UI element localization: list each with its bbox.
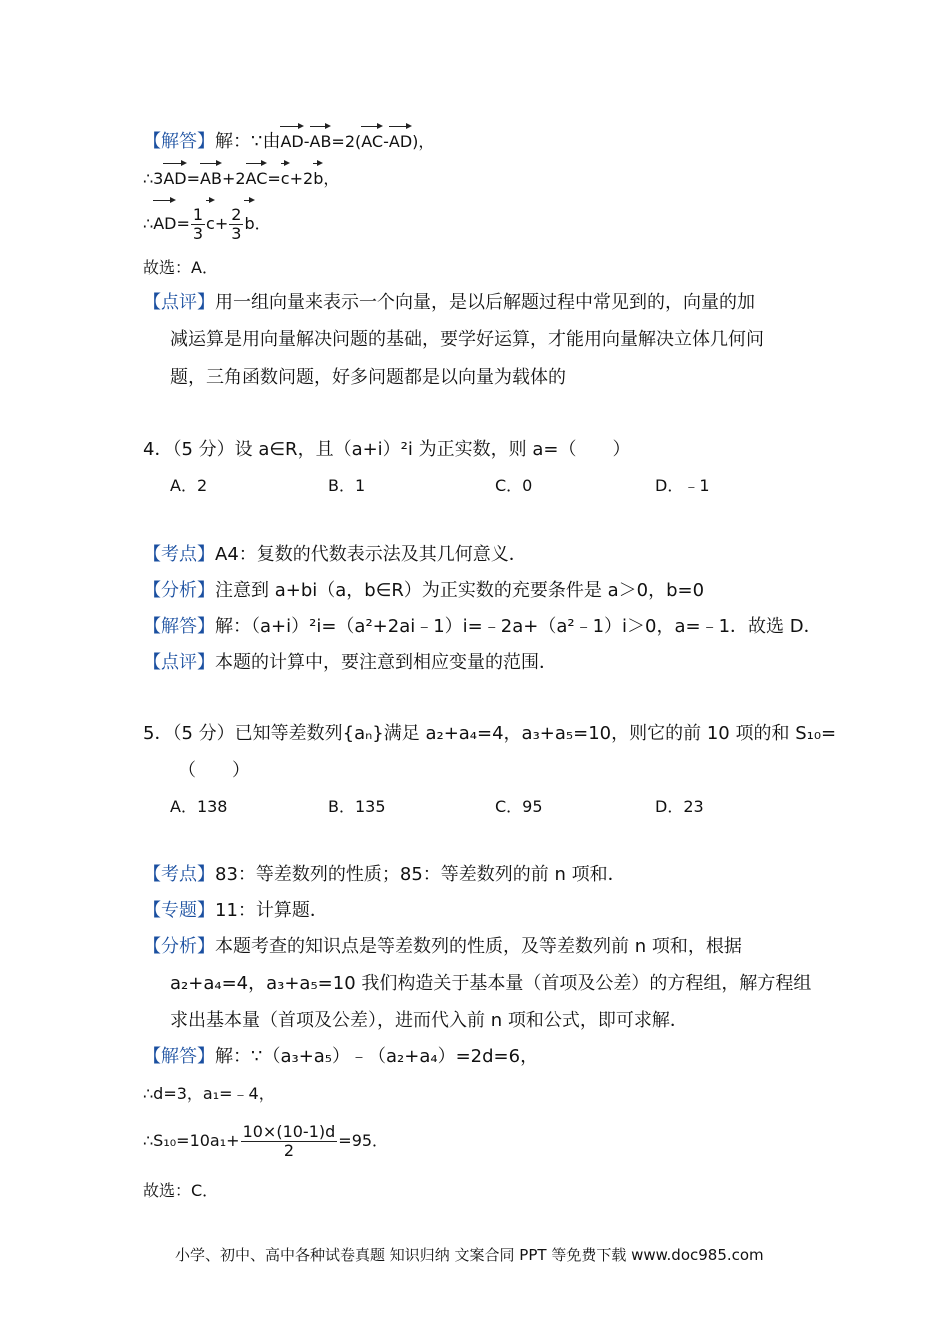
q4-analysis: 【分析】注意到 a+bi（a，b∈R）为正实数的充要条件是 a＞0，b=0 xyxy=(143,580,705,601)
vector-c: c xyxy=(206,200,215,244)
fraction-two-thirds: $\frac{2}{3}$ xyxy=(231,205,242,243)
fraction-one-third: $\frac{1}{3}$ xyxy=(192,205,204,243)
topic-tag: 【专题】 xyxy=(143,900,215,921)
knowledge-tag: 【考点】 xyxy=(143,864,215,885)
q3-comment-line-2: 减运算是用向量解决问题的基础，要学好运算，才能用向量解决立体几何问 xyxy=(170,329,764,350)
vector-c: c xyxy=(281,163,290,191)
q3-solution-line-3: ∴AD= $\frac{1}{3}$ c+ $\frac{2}{3}$ b． xyxy=(143,200,271,244)
vector-equation: AD-AB=2(AC-AD)， xyxy=(280,132,434,151)
vector-AD: AD xyxy=(389,126,412,154)
q5-options xyxy=(170,794,870,818)
option-a: A．138 xyxy=(170,797,228,816)
q4-stem: 4．（5 分）设 a∈R，且（a+i）²i 为正实数，则 a=（ ） xyxy=(143,439,631,460)
q4-options xyxy=(170,473,870,497)
q5-stem-line-1: 5．（5 分）已知等差数列{aₙ}满足 a₂+a₄=4，a₃+a₅=10，则它的前 10 项的和 S₁₀= xyxy=(143,723,837,744)
vector-AC: AC xyxy=(246,163,268,191)
vector-b: b xyxy=(313,163,323,191)
q4-comment: 【点评】本题的计算中，要注意到相应变量的范围． xyxy=(143,652,557,673)
comment-tag: 【点评】 xyxy=(143,652,215,673)
q5-analysis-line-3: 求出基本量（首项及公差），进而代入前 n 项和公式，即可求解． xyxy=(170,1010,688,1031)
q5-knowledge-point: 【考点】83：等差数列的性质；85：等差数列的前 n 项和． xyxy=(143,864,626,885)
solution-tag: 【解答】 xyxy=(143,1046,215,1067)
q5-step-2: ∴d=3，a₁=﹣4， xyxy=(143,1084,275,1103)
option-b: B．1 xyxy=(328,476,366,495)
comment-tag: 【点评】 xyxy=(143,292,215,313)
solution-tag: 【解答】 xyxy=(143,616,215,637)
q5-analysis-line-2: a₂+a₄=4，a₃+a₅=10 我们构造关于基本量（首项及公差）的方程组，解方程组 xyxy=(170,973,812,994)
q3-comment-line-1: 【点评】用一组向量来表示一个向量，是以后解题过程中常见到的，向量的加 xyxy=(143,292,755,313)
q5-solution: 【解答】解：∵（a₃+a₅）﹣（a₂+a₄）=2d=6， xyxy=(143,1046,539,1067)
vector-AD: AD xyxy=(280,126,303,154)
q4-solution: 【解答】解：（a+i）²i=（a²+2ai﹣1）i=﹣2a+（a²﹣1）i＞0，a=﹣1．故选 D． xyxy=(143,616,822,637)
option-d: D．23 xyxy=(655,797,704,816)
analysis-tag: 【分析】 xyxy=(143,580,215,601)
vector-AD: AD xyxy=(153,200,176,244)
q4-knowledge-point: 【考点】A4：复数的代数表示法及其几何意义． xyxy=(143,544,527,565)
option-d: D．﹣1 xyxy=(655,476,710,495)
q5-stem-line-2: （ ） xyxy=(178,760,250,781)
sum-fraction: $\frac{10\times(10-1)d}{2}$ xyxy=(242,1122,336,1160)
option-a: A．2 xyxy=(170,476,208,495)
option-c: C．95 xyxy=(495,797,543,816)
q5-topic: 【专题】11：计算题． xyxy=(143,900,328,921)
option-c: C．0 xyxy=(495,476,533,495)
q5-answer-choice: 故选：C． xyxy=(143,1181,219,1200)
vector-AB: AB xyxy=(200,163,222,191)
vector-AC: AC xyxy=(361,126,383,154)
vector-b: b xyxy=(244,200,254,244)
q3-solution-line-1: 【解答】解：∵由AD-AB=2(AC-AD)， xyxy=(143,126,434,154)
q3-answer-choice: 故选：A． xyxy=(143,258,218,277)
footer-text: 小学、初中、高中各种试卷真题 知识归纳 文案合同 PPT 等免费下载 www.doc985.com xyxy=(175,1246,764,1264)
q3-solution-line-2: ∴3AD=AB+2AC=c+2b， xyxy=(143,163,339,191)
option-b: B．135 xyxy=(328,797,386,816)
vector-AB: AB xyxy=(310,126,332,154)
knowledge-tag: 【考点】 xyxy=(143,544,215,565)
solution-tag: 【解答】 xyxy=(143,131,215,152)
q5-step-3: ∴S₁₀=10a₁+ $\frac{10\times(10-1)d}{2}$ =95． xyxy=(143,1122,389,1160)
q5-analysis-line-1: 【分析】本题考查的知识点是等差数列的性质，及等差数列前 n 项和，根据 xyxy=(143,936,742,957)
analysis-tag: 【分析】 xyxy=(143,936,215,957)
vector-AD: AD xyxy=(163,163,186,191)
q3-comment-line-3: 题，三角函数问题，好多问题都是以向量为载体的 xyxy=(170,367,566,388)
